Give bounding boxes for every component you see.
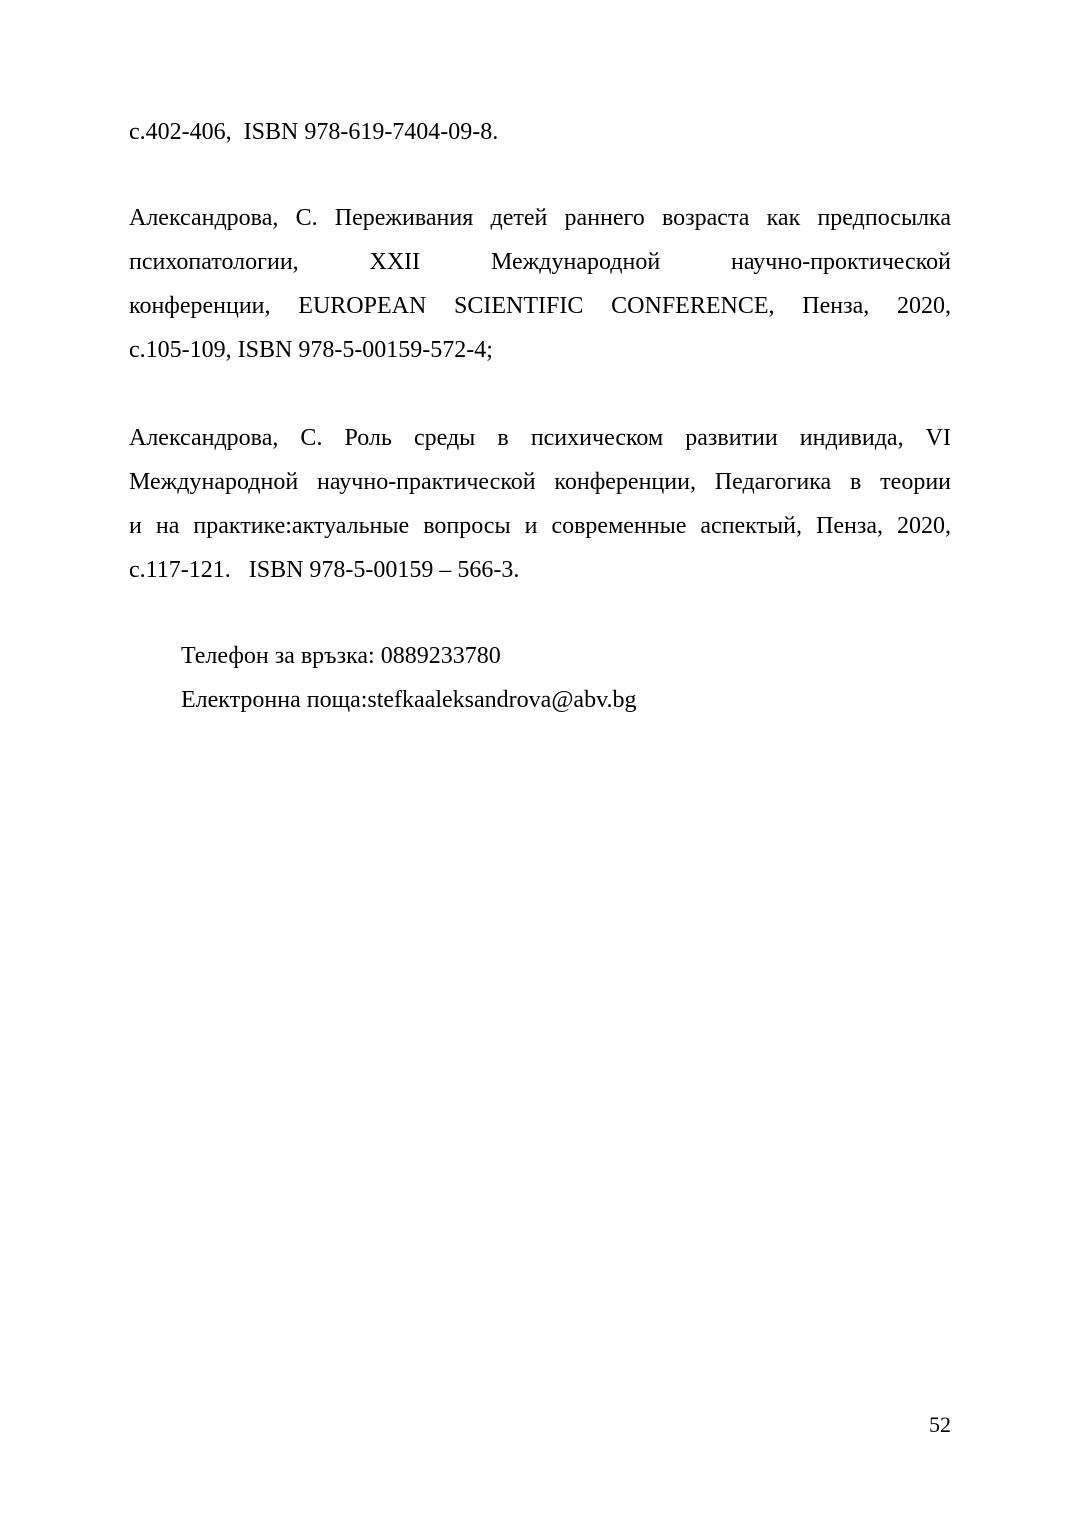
reference-line: конференции, EUROPEAN SCIENTIFIC CONFERENCE, Пенза, 2020, xyxy=(129,293,951,319)
page-number: 52 xyxy=(929,1412,951,1437)
reference-entry xyxy=(129,196,951,372)
reference-line: и на практике:актуальные вопросы и современные аспектый, Пенза, 2020, xyxy=(129,513,951,539)
reference-line: с.105-109, ISBN 978-5-00159-572-4; xyxy=(129,337,493,363)
reference-line: психопатологии, XXII Международной научно-проктической xyxy=(129,249,951,275)
reference-line: Александрова, С. Переживания детей раннего возраста как предпосылка xyxy=(129,205,951,231)
reference-line: с.117-121. ISBN 978-5-00159 – 566-3. xyxy=(129,557,520,583)
reference-entry xyxy=(129,416,951,592)
contact-phone: Телефон за връзка: 0889233780 xyxy=(181,643,501,669)
reference-line: Александрова, С. Роль среды в психическом развитии индивида, VI xyxy=(129,425,951,451)
reference-line: Международной научно-практической конференции, Педагогика в теории xyxy=(129,469,951,495)
reference-line: с.402-406, ISBN 978-619-7404-09-8. xyxy=(129,119,499,145)
contact-email: Електронна поща:stefkaaleksandrova@abv.bg xyxy=(181,687,637,713)
reference-continuation xyxy=(129,110,951,154)
